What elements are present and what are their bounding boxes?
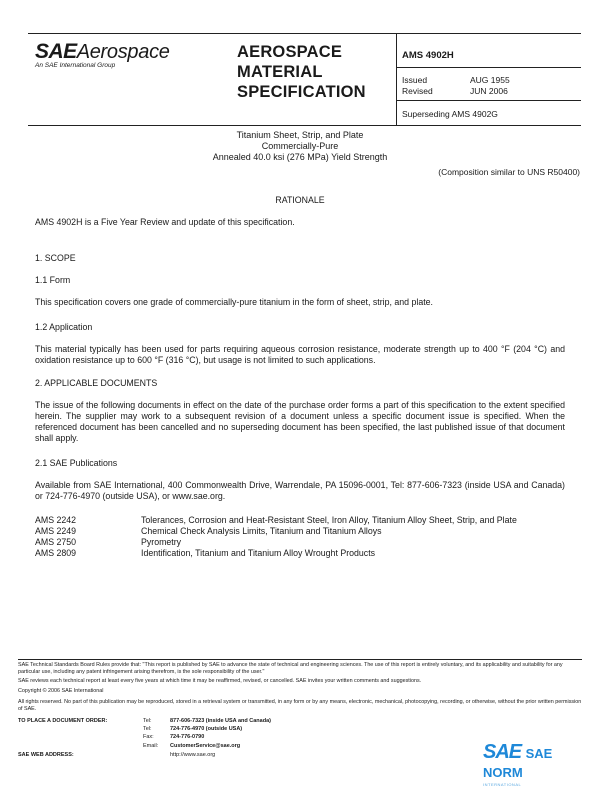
doc-title-line-3: Annealed 40.0 ksi (276 MPa) Yield Strength bbox=[212, 152, 388, 162]
footer-note-review: SAE reviews each technical report at least every five years at which time it may be reaffirmed, revised, or cancelled. SAE invites your written comments and suggestions. bbox=[18, 678, 422, 684]
section-2-1-text: Available from SAE International, 400 Commonwealth Drive, Warrendale, PA 15096-0001, Tel: 877-606-7323 (inside USA and Canada) or 724-776-4970 (outside USA), or www.sae.org. bbox=[35, 480, 565, 501]
reference-desc: Pyrometry bbox=[141, 537, 182, 547]
logo-tagline: An SAE International Group bbox=[35, 62, 116, 69]
title-line-3: SPECIFICATION bbox=[237, 83, 366, 101]
reference-id: AMS 2242 bbox=[35, 515, 77, 525]
email-value[interactable]: CustomerService@sae.org bbox=[170, 743, 241, 749]
reference-id: AMS 2249 bbox=[35, 526, 77, 536]
doc-title-line-1: Titanium Sheet, Strip, and Plate bbox=[236, 130, 364, 140]
tel2-key: Tel: bbox=[143, 726, 152, 732]
header-top-rule bbox=[28, 33, 581, 34]
doc-title-line-2: Commercially-Pure bbox=[261, 141, 339, 151]
reference-desc: Identification, Titanium and Titanium Alloy Wrought Products bbox=[141, 548, 376, 558]
title-line-2: MATERIAL bbox=[237, 63, 323, 81]
tel-key: Tel: bbox=[143, 718, 152, 724]
title-line-1: AEROSPACE bbox=[237, 43, 343, 61]
footer-copyright: Copyright © 2006 SAE International bbox=[18, 688, 104, 694]
composition-note: (Composition similar to UNS R50400) bbox=[438, 167, 580, 177]
tel-value: 877-606-7323 (inside USA and Canada) bbox=[170, 718, 271, 724]
header-divider bbox=[396, 33, 397, 125]
fax-key: Fax: bbox=[143, 734, 154, 740]
header-right-rule-1 bbox=[396, 67, 581, 68]
email-key: Email: bbox=[143, 743, 159, 749]
order-label: TO PLACE A DOCUMENT ORDER: bbox=[18, 718, 108, 724]
section-1-1-text: This specification covers one grade of commercially-pure titanium in the form of sheet, strip, and plate. bbox=[35, 297, 433, 307]
footer-rule bbox=[18, 659, 582, 660]
section-1-heading: 1. SCOPE bbox=[35, 253, 76, 263]
reference-desc: Chemical Check Analysis Limits, Titanium and Titanium Alloys bbox=[141, 526, 382, 536]
section-1-1-heading: 1.1 Form bbox=[35, 275, 71, 285]
reference-id: AMS 2750 bbox=[35, 537, 77, 547]
rationale-heading: RATIONALE bbox=[275, 195, 325, 205]
reference-desc: Tolerances, Corrosion and Heat-Resistant Steel, Iron Alloy, Titanium Alloy Sheet, Strip, and Plate bbox=[141, 515, 517, 525]
footer-note-rules: SAE Technical Standards Board Rules provide that: "This report is published by SAE to advance the state of technical and engineering sciences. The use of this report is entirely voluntary, and its applicability and suitability for any particular use, including any patent infringement arising therefrom, is the sole responsibility of the user." bbox=[18, 662, 563, 675]
section-2-text: The issue of the following documents in effect on the date of the purchase order forms a part of this specification to the extent specified herein. The supplier may work to a subsequent revision of a document unless a specific document issue is specified. When the referenced document has been cancelled and no superseding document has been specified, the last published issue of that document shall apply. bbox=[35, 400, 565, 443]
sae-norm-text: SAE NORM bbox=[483, 746, 553, 780]
document-type-title bbox=[237, 42, 387, 102]
section-2-heading: 2. APPLICABLE DOCUMENTS bbox=[35, 378, 158, 388]
ams-number: AMS 4902H bbox=[402, 50, 454, 61]
rationale-text: AMS 4902H is a Five Year Review and update of this specification. bbox=[35, 217, 295, 227]
section-1-2-heading: 1.2 Application bbox=[35, 322, 93, 332]
sae-norm-subtext: INTERNATIONAL bbox=[483, 782, 522, 787]
sae-norm-mark: SAE bbox=[483, 741, 522, 763]
section-1-2-text: This material typically has been used for parts requiring aqueous corrosion resistance, moderate strength up to 400 °F (204 °C) and oxidation resistance up to 600 °F (316 °C), but usage is not limited to such applications. bbox=[35, 344, 565, 365]
issued-label: Issued bbox=[402, 75, 428, 85]
header-bottom-rule bbox=[28, 125, 581, 126]
header-right-rule-2 bbox=[396, 100, 581, 101]
sae-norm-logo bbox=[483, 741, 583, 787]
reference-id: AMS 2809 bbox=[35, 548, 77, 558]
logo-product: Aerospace bbox=[76, 41, 170, 63]
logo-brand: SAE bbox=[35, 40, 77, 63]
web-address-link[interactable]: http://www.sae.org bbox=[170, 752, 216, 758]
web-label: SAE WEB ADDRESS: bbox=[18, 752, 74, 758]
revised-date: JUN 2006 bbox=[470, 86, 508, 96]
issued-date: AUG 1955 bbox=[470, 75, 510, 85]
footer-rights: All rights reserved. No part of this publication may be reproduced, stored in a retrieval system or transmitted, in any form or by any means, electronic, mechanical, photocopying, recording, or otherwise, without the prior written permission of SAE. bbox=[18, 699, 582, 712]
sae-aerospace-logo bbox=[35, 40, 185, 69]
superseding-text: Superseding AMS 4902G bbox=[402, 109, 498, 119]
section-2-1-heading: 2.1 SAE Publications bbox=[35, 458, 118, 468]
revised-label: Revised bbox=[402, 86, 433, 96]
fax-value: 724-776-0790 bbox=[170, 734, 205, 740]
tel2-value: 724-776-4970 (outside USA) bbox=[170, 726, 243, 732]
